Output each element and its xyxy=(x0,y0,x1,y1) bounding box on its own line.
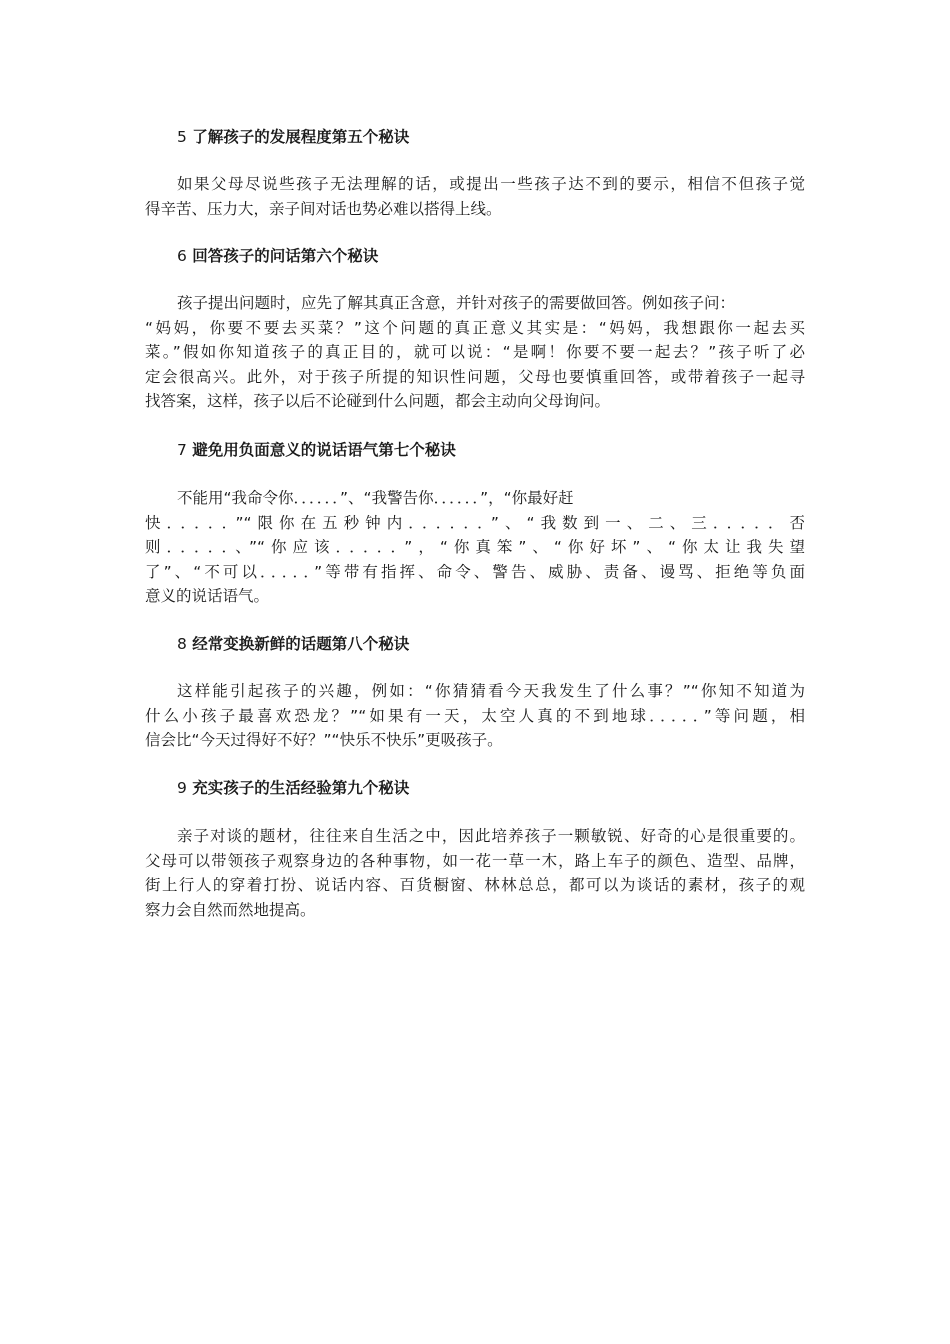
section-heading-9 xyxy=(177,778,409,798)
section-number: 7 xyxy=(177,441,187,459)
paragraph-line: 父母可以带领孩子观察身边的各种事物，如一花一草一木，路上车子的颜色、造型、品牌， xyxy=(145,851,805,870)
section-number: 9 xyxy=(177,779,187,797)
section-heading-8 xyxy=(177,634,409,654)
paragraph-line: 亲子对谈的题材，往往来自生活之中，因此培养孩子一颗敏锐、好奇的心是很重要的。 xyxy=(177,827,805,845)
paragraph-line: 街上行人的穿着打扮、说话内容、百货橱窗、林林总总，都可以为谈话的素材，孩子的观 xyxy=(145,876,805,895)
section-title: 经常变换新鲜的话题第八个秘诀 xyxy=(192,635,410,653)
paragraph-line: 则．．．．．、”“你应该．．．．．”，“你真笨”、“你好坏”、“你太让我失望 xyxy=(145,538,805,557)
section-paragraph-7 xyxy=(145,486,805,609)
paragraph-line: 定会很高兴。此外，对于孩子所提的知识性问题，父母也要慎重回答，或带着孩子一起寻 xyxy=(145,367,805,386)
section-number: 8 xyxy=(177,635,187,653)
section-title: 充实孩子的生活经验第九个秘诀 xyxy=(192,779,410,797)
section-number: 5 xyxy=(177,128,187,146)
paragraph-line: “妈妈，你要不要去买菜？”这个问题的真正意义其实是：“妈妈，我想跟你一起去买 xyxy=(145,318,805,337)
section-title: 回答孩子的问话第六个秘诀 xyxy=(192,247,379,265)
section-heading-6 xyxy=(177,246,378,266)
section-paragraph-5 xyxy=(145,172,805,221)
paragraph-line: 什么小孩子最喜欢恐龙？”“如果有一天，太空人真的不到地球．．．．．”等问题，相 xyxy=(145,706,805,725)
section-title: 了解孩子的发展程度第五个秘诀 xyxy=(192,128,410,146)
paragraph-line: 意义的说话语气。 xyxy=(145,587,270,606)
paragraph-line: 菜。”假如你知道孩子的真正目的，就可以说：“是啊！你要不要一起去？”孩子听了必 xyxy=(145,343,805,362)
paragraph-line: 不能用“我命令你．．．．．．”、“我警告你．．．．．．”，“你最好赶 xyxy=(177,489,574,507)
section-heading-7 xyxy=(177,440,456,460)
paragraph-line: 孩子提出问题时，应先了解其真正含意，并针对孩子的需要做回答。例如孩子问： xyxy=(177,294,736,312)
section-paragraph-8 xyxy=(145,679,805,753)
paragraph-line: 快．．．．．”“限你在五秒钟内．．．．．．”、“我数到一、二、三．．．．．否 xyxy=(145,513,805,532)
paragraph-line: 了”、“不可以．．．．．”等带有指挥、命令、警告、威胁、责备、谩骂、拒绝等负面 xyxy=(145,562,805,581)
paragraph-line: 得辛苦、压力大，亲子间对话也势必难以搭得上线。 xyxy=(145,199,502,218)
paragraph-line: 信会比“今天过得好不好？”“快乐不快乐”更吸孩子。 xyxy=(145,731,503,750)
paragraph-line: 察力会自然而然地提高。 xyxy=(145,900,316,919)
section-heading-5 xyxy=(177,127,409,147)
section-paragraph-6 xyxy=(145,291,805,414)
section-number: 6 xyxy=(177,247,187,265)
section-title: 避免用负面意义的说话语气第七个秘诀 xyxy=(192,441,456,459)
paragraph-line: 如果父母尽说些孩子无法理解的话，或提出一些孩子达不到的要示，相信不但孩子觉 xyxy=(177,175,805,193)
paragraph-line: 这样能引起孩子的兴趣，例如：“你猜猜看今天我发生了什么事？”“你知不知道为 xyxy=(177,682,805,700)
paragraph-line: 找答案，这样，孩子以后不论碰到什么问题，都会主动向父母询问。 xyxy=(145,392,611,411)
section-paragraph-9 xyxy=(145,824,805,922)
